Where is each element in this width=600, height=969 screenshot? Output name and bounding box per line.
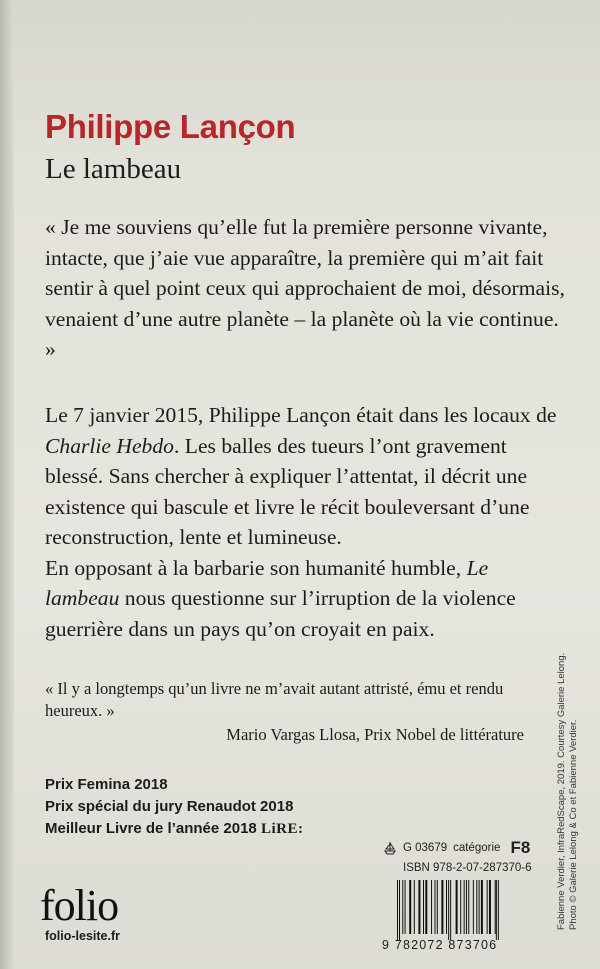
barcode-bar xyxy=(399,880,400,940)
summary-paragraph-2 xyxy=(45,553,565,645)
isbn: ISBN 978-2-07-287370-6 xyxy=(403,862,532,874)
review-attribution: Mario Vargas Llosa, Prix Nobel de littérature xyxy=(226,725,524,744)
summary-text: Le 7 janvier 2015, Philippe Lançon était dans les locaux de xyxy=(45,403,557,427)
reference-code: G 03679 xyxy=(403,842,448,854)
barcode-bar xyxy=(437,880,438,934)
category-label: catégorie xyxy=(453,842,501,854)
credit-line: Photo © Galerie Lelong & Co et Fabienne Verdier. xyxy=(568,719,579,930)
barcode-bar xyxy=(423,880,424,934)
barcode xyxy=(395,880,543,940)
cover-credits xyxy=(556,653,580,930)
barcode-bar xyxy=(479,880,480,934)
prize-item xyxy=(45,818,303,840)
reference-row xyxy=(383,838,532,858)
summary-paragraph-1 xyxy=(45,400,565,553)
barcode-bar xyxy=(446,880,447,934)
barcode-bar xyxy=(441,880,443,934)
lire-logo: LiRE: xyxy=(260,821,304,837)
prize-list xyxy=(45,774,303,840)
barcode-bar xyxy=(498,880,499,940)
product-codes xyxy=(383,838,532,878)
folio-logo: folio xyxy=(40,881,119,930)
barcode-bar xyxy=(418,880,420,934)
ship-icon xyxy=(383,841,397,855)
barcode-bar xyxy=(495,880,496,934)
prize-item: Prix Femina 2018 xyxy=(45,776,168,793)
isbn-row xyxy=(383,858,532,878)
prize-item: Prix spécial du jury Renaudot 2018 xyxy=(45,798,294,815)
summary-text: En opposant à la barbarie son humanité humble, xyxy=(45,555,467,580)
barcode-bar xyxy=(450,880,451,940)
spine-shadow xyxy=(0,0,14,969)
barcode-bar xyxy=(402,880,403,934)
barcode-bar xyxy=(473,880,474,934)
category-code: F8 xyxy=(510,838,531,857)
barcode-bar xyxy=(448,880,449,940)
barcode-bar xyxy=(456,880,458,934)
barcode-bar xyxy=(466,880,467,934)
barcode-bar xyxy=(431,880,432,934)
barcode-bar xyxy=(460,880,461,934)
barcode-bar xyxy=(414,880,415,934)
publisher-website: folio-lesite.fr xyxy=(45,929,121,943)
review-quote: « Il y a longtemps qu’un livre ne m’avait autant attristé, ému et rendu heureux. » xyxy=(45,679,504,720)
barcode-bar xyxy=(481,880,483,934)
prize-text: Meilleur Livre de l’année 2018 xyxy=(45,820,257,837)
barcode-number: 9 782072 873706 xyxy=(382,938,498,952)
summary-text: nous questionne sur l’irruption de la violence guerrière dans un pays qu’on croyait en paix. xyxy=(45,586,516,641)
barcode-bar xyxy=(487,880,488,934)
barcode-bar xyxy=(397,880,398,940)
barcode-bar xyxy=(405,880,406,934)
barcode-bar xyxy=(496,880,497,940)
barcode-bar xyxy=(464,880,465,934)
barcode-bar xyxy=(425,880,427,934)
barcode-bar xyxy=(435,880,436,934)
barcode-bar xyxy=(476,880,477,934)
author-name: Philippe Lançon xyxy=(45,108,296,145)
magazine-title: Charlie Hebdo xyxy=(45,433,174,458)
book-title: Le lambeau xyxy=(45,153,182,185)
summary xyxy=(45,400,565,644)
book-title-inline: Le lambeau xyxy=(45,555,489,610)
summary-text: . Les balles des tueurs l’ont gravement blessé. Sans chercher à expliquer l’attentat, il décrit une existence qui bascule et livre le récit bouleversant d’une reconstruction, lente et lumineuse. xyxy=(45,433,530,549)
barcode-bar xyxy=(409,880,411,934)
barcode-bar xyxy=(468,880,469,934)
credit-line: Fabienne Verdier, InfraRedScape, 2019. Courtesy Galerie Lelong. xyxy=(556,652,567,930)
barcode-bar xyxy=(489,880,491,934)
excerpt-quote: « Je me souviens qu’elle fut la première personne vivante, intacte, que j’aie vue apparaître, la première qui m’ait fait sentir à quel point ceux qui approchaient de moi, désormais, venaient d’une autre planète – la planète où la vie continue. » xyxy=(45,215,565,361)
